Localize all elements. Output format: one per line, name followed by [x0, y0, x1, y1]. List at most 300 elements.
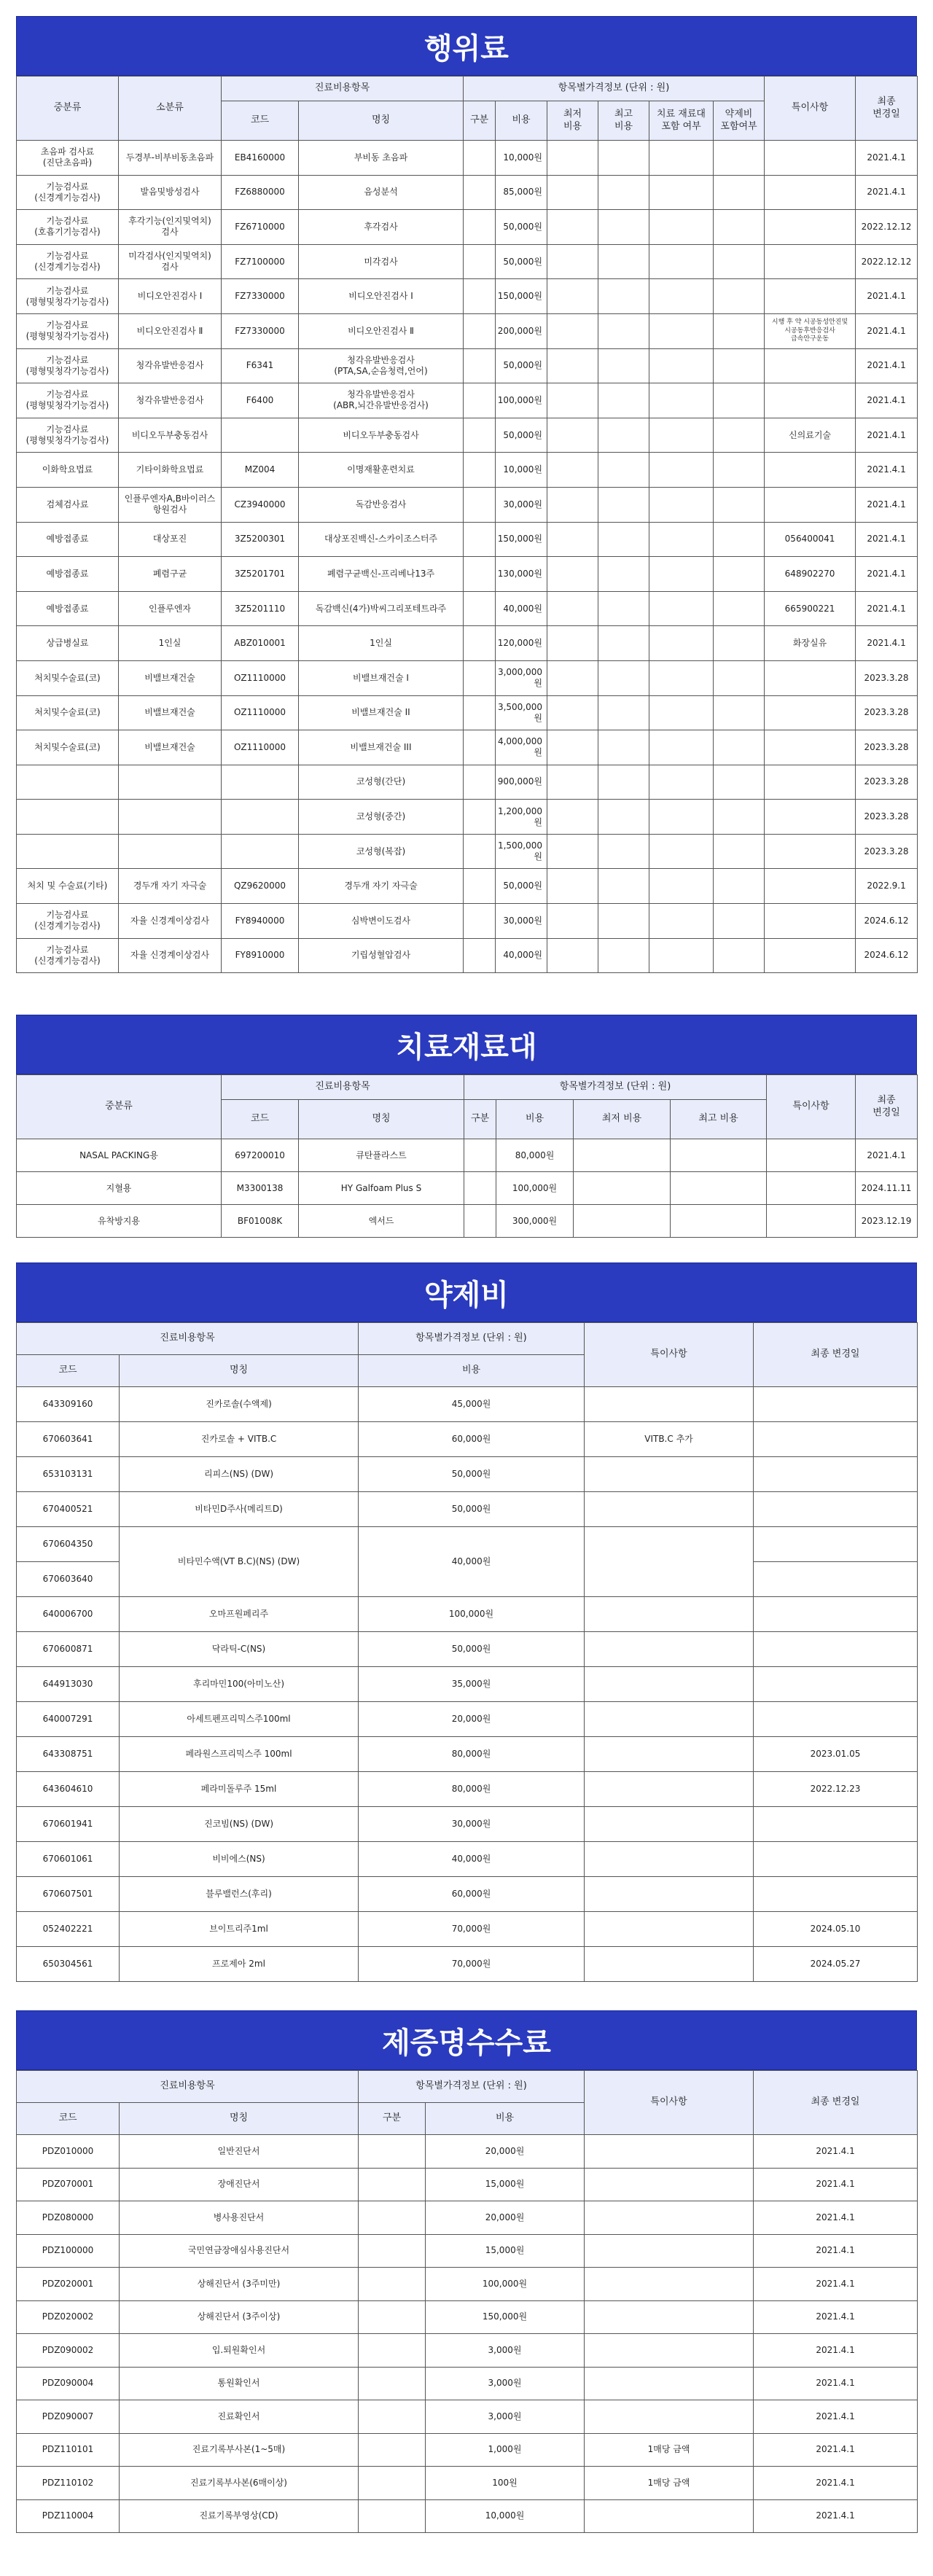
cell-note [765, 383, 856, 418]
cell-date: 2021.4.1 [754, 2168, 918, 2201]
cell-small [119, 800, 222, 835]
cell-name: 경두개 자기 자극술 [299, 869, 464, 904]
cell-date [754, 1457, 918, 1492]
cell-date: 2023.3.28 [856, 660, 918, 695]
cell-name: 부비동 초음파 [299, 141, 464, 176]
cell-date: 2021.4.1 [856, 279, 918, 314]
cell-min [547, 210, 598, 245]
cell-code: PDZ020001 [17, 2268, 120, 2301]
cell-note [585, 1842, 754, 1877]
cell-drug [714, 313, 765, 348]
cell-name: 오마프원페리주 [120, 1597, 359, 1632]
table-row [17, 210, 918, 245]
cell-small: 비디오안진검사 Ⅰ [119, 279, 222, 314]
cell-min [547, 695, 598, 730]
cell-name: 블루밸런스(후리) [120, 1877, 359, 1912]
header-price-group: 항목별가격정보 (단위 : 원) [359, 2071, 585, 2103]
cell-name: 심박변이도검사 [299, 904, 464, 939]
header-name: 명칭 [299, 101, 464, 141]
cell-code: 670603641 [17, 1422, 120, 1457]
cell-code: OZ1110000 [222, 730, 299, 765]
cell-code: 3Z5201110 [222, 591, 299, 626]
cell-div [359, 2400, 426, 2434]
cell-date: 2021.4.1 [856, 383, 918, 418]
cell-note: 신의료기술 [765, 418, 856, 453]
table-row [17, 2433, 918, 2467]
header-note: 특이사항 [585, 1323, 754, 1387]
cell-date: 2021.4.1 [856, 1139, 918, 1172]
cell-cost: 50,000원 [496, 244, 547, 279]
cell-small: 경두개 자기 자극술 [119, 869, 222, 904]
cell-div [464, 591, 496, 626]
cell-name: 폐렴구균백신-프리베나13주 [299, 557, 464, 592]
cell-name: 비밸브재건술 II [299, 695, 464, 730]
cell-cost: 10,000원 [496, 141, 547, 176]
procedure-fee-rows [17, 141, 918, 973]
cell-mat [649, 938, 714, 973]
cell-code: 670400521 [17, 1492, 120, 1527]
cell-date: 2022.9.1 [856, 869, 918, 904]
header-cost: 비용 [426, 2103, 585, 2135]
cell-cost: 150,000원 [496, 279, 547, 314]
cell-cost: 20,000원 [359, 1702, 585, 1737]
cell-div [464, 695, 496, 730]
cell-cost: 100,000원 [496, 1172, 574, 1205]
cell-date: 2021.4.1 [754, 2300, 918, 2334]
cell-code: MZ004 [222, 453, 299, 488]
table-row [17, 2400, 918, 2434]
cell-cost: 1,000원 [426, 2433, 585, 2467]
cell-note [585, 1947, 754, 1982]
header-code: 코드 [222, 101, 299, 141]
table-row [17, 1492, 918, 1527]
cell-note: 056400041 [765, 522, 856, 557]
cell-date [754, 1597, 918, 1632]
cell-date [754, 1632, 918, 1667]
cell-code: 644913030 [17, 1667, 120, 1702]
header-min-cost: 최저 비용 [547, 101, 598, 141]
cell-cost: 50,000원 [496, 348, 547, 383]
cell-code: PDZ110102 [17, 2467, 120, 2500]
cell-date [754, 1387, 918, 1422]
cell-div [359, 2499, 426, 2533]
header-item-group: 진료비용항목 [17, 2071, 359, 2103]
cell-cost: 15,000원 [426, 2234, 585, 2268]
cell-date: 2021.4.1 [856, 626, 918, 661]
cell-cost: 100,000원 [496, 383, 547, 418]
cell-note [765, 453, 856, 488]
cell-date: 2024.05.10 [754, 1912, 918, 1947]
cell-date [754, 1807, 918, 1842]
cell-note [585, 1877, 754, 1912]
cell-small: 인플루엔자 [119, 591, 222, 626]
cell-note [585, 1387, 754, 1422]
cell-code: 3Z5200301 [222, 522, 299, 557]
cell-div [464, 800, 496, 835]
cell-name: 프로제아 2ml [120, 1947, 359, 1982]
cell-name: 후리마민100(아미노산) [120, 1667, 359, 1702]
cell-div [359, 2234, 426, 2268]
cell-note [585, 2168, 754, 2201]
cell-name: 청각유발반응검사 (ABR,뇌간유발반응검사) [299, 383, 464, 418]
table-row [17, 1667, 918, 1702]
cell-div [464, 765, 496, 800]
cell-mid: 유착방지용 [17, 1205, 222, 1238]
table-row [17, 1632, 918, 1667]
header-date: 최종 변경일 [856, 77, 918, 141]
cell-mid: 기능검사료 (신경계기능검사) [17, 938, 119, 973]
cell-name: 페라원스프리믹스주 100ml [120, 1737, 359, 1772]
cell-note [585, 1667, 754, 1702]
table-row [17, 1912, 918, 1947]
cell-drug [714, 418, 765, 453]
cell-max [598, 141, 649, 176]
cell-note [765, 765, 856, 800]
cell-name: 독감백신(4가)박씨그리포테트라주 [299, 591, 464, 626]
cell-min [574, 1205, 671, 1238]
cell-min [547, 557, 598, 592]
header-name: 명칭 [120, 2103, 359, 2135]
cell-div [464, 348, 496, 383]
cell-note: 665900221 [765, 591, 856, 626]
cell-date: 2021.4.1 [856, 522, 918, 557]
cell-date: 2022.12.12 [856, 210, 918, 245]
cell-div [359, 2201, 426, 2235]
cell-max [598, 800, 649, 835]
header-sub-category: 소분류 [119, 77, 222, 141]
cell-name: 상해진단서 (3주미만) [120, 2268, 359, 2301]
table-row [17, 938, 918, 973]
cell-min [547, 348, 598, 383]
cell-code: FY8940000 [222, 904, 299, 939]
table-row [17, 2201, 918, 2235]
cell-date: 2021.4.1 [754, 2334, 918, 2368]
cell-code: FZ6880000 [222, 175, 299, 210]
header-cost: 비용 [496, 1100, 574, 1139]
cell-mat [649, 244, 714, 279]
cell-mid: 기능검사료 (평형및청각기능검사) [17, 313, 119, 348]
cell-mat [649, 348, 714, 383]
cell-min [547, 730, 598, 765]
table-row [17, 1702, 918, 1737]
table-row [17, 1597, 918, 1632]
header-note: 특이사항 [585, 2071, 754, 2135]
cell-max [598, 348, 649, 383]
cell-min [547, 765, 598, 800]
table-row [17, 1387, 918, 1422]
header-division: 구분 [464, 101, 496, 141]
cell-code: 650304561 [17, 1947, 120, 1982]
cell-min [547, 869, 598, 904]
cell-small: 비밸브재건술 [119, 695, 222, 730]
cell-cost: 100,000원 [359, 1597, 585, 1632]
cell-div [464, 244, 496, 279]
cell-code: 670603640 [17, 1562, 120, 1597]
cell-date: 2021.4.1 [856, 348, 918, 383]
cell-cost: 60,000원 [359, 1422, 585, 1457]
table-row [17, 834, 918, 869]
cell-note [765, 834, 856, 869]
cell-name: 미각검사 [299, 244, 464, 279]
cell-name: 국민연금장애심사용진단서 [120, 2234, 359, 2268]
cell-small: 비밸브재건술 [119, 730, 222, 765]
section-title: 제증명수수료 [16, 2010, 917, 2070]
cell-mat [649, 522, 714, 557]
cell-note [585, 2234, 754, 2268]
cell-mat [649, 313, 714, 348]
header-price-group: 항목별가격정보 (단위 : 원) [464, 77, 765, 101]
header-date: 최종 변경일 [754, 2071, 918, 2135]
table-row [17, 1947, 918, 1982]
cell-min [547, 660, 598, 695]
cell-note: VITB.C 추가 [585, 1422, 754, 1457]
cell-mat [649, 695, 714, 730]
cell-min [547, 487, 598, 522]
cell-mat [649, 904, 714, 939]
cell-name: 비밸브재건술 III [299, 730, 464, 765]
header-cost: 비용 [359, 1355, 585, 1387]
cell-mat [649, 279, 714, 314]
cell-mat [649, 383, 714, 418]
cell-cost: 30,000원 [359, 1807, 585, 1842]
cell-date: 2023.12.19 [856, 1205, 918, 1238]
cell-div [464, 938, 496, 973]
cell-note [585, 2367, 754, 2400]
cell-code: 670604350 [17, 1527, 120, 1562]
cell-name: 통원확인서 [120, 2367, 359, 2400]
cell-note [585, 1527, 754, 1597]
table-row [17, 244, 918, 279]
cell-note [585, 1912, 754, 1947]
table-row [17, 695, 918, 730]
cell-name: 진코빔(NS) (DW) [120, 1807, 359, 1842]
header-name: 명칭 [120, 1355, 359, 1387]
cell-div [359, 2433, 426, 2467]
cell-drug [714, 869, 765, 904]
cell-date: 2022.12.23 [754, 1772, 918, 1807]
cell-name: 아세트펜프리믹스주100ml [120, 1702, 359, 1737]
cell-name: 코성형(복잡) [299, 834, 464, 869]
cell-div [464, 487, 496, 522]
procedure-fee-table [16, 76, 918, 973]
cell-small: 두경부-비부비동초음파 [119, 141, 222, 176]
cell-cost: 50,000원 [359, 1457, 585, 1492]
cell-note [767, 1172, 856, 1205]
cell-code: ABZ010001 [222, 626, 299, 661]
cell-date: 2021.4.1 [754, 2367, 918, 2400]
cell-cost: 70,000원 [359, 1912, 585, 1947]
cell-div [464, 279, 496, 314]
cell-name: 진료기록부사본(6매이상) [120, 2467, 359, 2500]
cell-code: PDZ110004 [17, 2499, 120, 2533]
cell-date [754, 1527, 918, 1562]
cell-cost: 40,000원 [359, 1842, 585, 1877]
cell-date: 2024.11.11 [856, 1172, 918, 1205]
cell-cost: 900,000원 [496, 765, 547, 800]
cell-cost: 50,000원 [496, 869, 547, 904]
cell-code: 670601061 [17, 1842, 120, 1877]
cell-drug [714, 557, 765, 592]
cell-date [754, 1492, 918, 1527]
cell-mat [649, 418, 714, 453]
cell-date: 2024.05.27 [754, 1947, 918, 1982]
cell-date: 2021.4.1 [856, 175, 918, 210]
cell-date: 2021.4.1 [856, 141, 918, 176]
cell-date: 2021.4.1 [856, 487, 918, 522]
cell-max [598, 730, 649, 765]
cell-name: 대상포진백신-스카이조스터주 [299, 522, 464, 557]
cell-cost: 100,000원 [426, 2268, 585, 2301]
cell-min [547, 938, 598, 973]
cell-mid: 예방접종료 [17, 522, 119, 557]
cell-max [598, 869, 649, 904]
cell-mid: 기능검사료 (평형및청각기능검사) [17, 383, 119, 418]
cell-note [765, 660, 856, 695]
cell-small: 미각검사(인지및역치) 검사 [119, 244, 222, 279]
cell-name: 코성형(중간) [299, 800, 464, 835]
cell-mat [649, 453, 714, 488]
cell-mat [649, 626, 714, 661]
cell-cost: 80,000원 [359, 1772, 585, 1807]
cell-note: 화장실유 [765, 626, 856, 661]
cell-mid: 기능검사료 (신경계기능검사) [17, 175, 119, 210]
cell-div [464, 660, 496, 695]
cell-div [464, 175, 496, 210]
cell-date: 2021.4.1 [754, 2234, 918, 2268]
cell-name: 기립성혈압검사 [299, 938, 464, 973]
cell-cost: 85,000원 [496, 175, 547, 210]
cell-small: 자율 신경계이상검사 [119, 904, 222, 939]
cell-max [598, 695, 649, 730]
cell-code: 640006700 [17, 1597, 120, 1632]
cell-code: FZ7330000 [222, 313, 299, 348]
cell-mat [649, 660, 714, 695]
cell-note [767, 1205, 856, 1238]
header-code: 코드 [17, 2103, 120, 2135]
cell-mid: 검체검사료 [17, 487, 119, 522]
cell-div [464, 626, 496, 661]
cell-name: 이명재활훈련치료 [299, 453, 464, 488]
cell-mid: 처치및수술료(코) [17, 660, 119, 695]
table-row [17, 1807, 918, 1842]
cell-code [222, 765, 299, 800]
cell-small: 1인실 [119, 626, 222, 661]
cell-cost: 40,000원 [496, 591, 547, 626]
cell-cost: 60,000원 [359, 1877, 585, 1912]
cell-code [222, 800, 299, 835]
cell-code: PDZ020002 [17, 2300, 120, 2334]
cell-name: HY Galfoam Plus S [299, 1172, 464, 1205]
cell-name: 코성형(간단) [299, 765, 464, 800]
cell-name: 진료기록부사본(1~5매) [120, 2433, 359, 2467]
cell-drug [714, 453, 765, 488]
cell-max [598, 383, 649, 418]
section-title: 행위료 [16, 16, 917, 76]
cell-drug [714, 279, 765, 314]
cell-note [585, 1597, 754, 1632]
cell-small: 폐렴구균 [119, 557, 222, 592]
cell-mat [649, 557, 714, 592]
table-row [17, 2300, 918, 2334]
cell-mid [17, 765, 119, 800]
cell-code: 670601941 [17, 1807, 120, 1842]
cell-note: 1매당 금액 [585, 2433, 754, 2467]
cell-code: 3Z5201701 [222, 557, 299, 592]
cell-mid: 초음파 검사료 (진단초음파) [17, 141, 119, 176]
cell-div [464, 834, 496, 869]
cell-cost: 20,000원 [426, 2201, 585, 2235]
table-row [17, 313, 918, 348]
cell-note [767, 1139, 856, 1172]
cell-mid: 예방접종료 [17, 591, 119, 626]
cell-code: PDZ070001 [17, 2168, 120, 2201]
section-material-fees [16, 1015, 917, 1238]
cell-date: 2024.6.12 [856, 904, 918, 939]
cell-min [547, 626, 598, 661]
cell-name: 닥라틱-C(NS) [120, 1632, 359, 1667]
cell-drug [714, 938, 765, 973]
certificate-fee-table [16, 2070, 918, 2533]
section-title: 약제비 [16, 1262, 917, 1322]
cell-note [765, 730, 856, 765]
cell-max [598, 487, 649, 522]
cell-max [598, 834, 649, 869]
cell-cost: 10,000원 [426, 2499, 585, 2533]
cell-name: 비밸브재건술 I [299, 660, 464, 695]
table-row [17, 2168, 918, 2201]
cell-small: 청각유발반응검사 [119, 348, 222, 383]
cell-code: 670600871 [17, 1632, 120, 1667]
cell-drug [714, 834, 765, 869]
cell-name: 상해진단서 (3주이상) [120, 2300, 359, 2334]
cell-note [765, 348, 856, 383]
cell-note [765, 938, 856, 973]
table-row [17, 1172, 918, 1205]
cell-name: 비비에스(NS) [120, 1842, 359, 1877]
cell-div [359, 2168, 426, 2201]
header-division: 구분 [359, 2103, 426, 2135]
cell-code: CZ3940000 [222, 487, 299, 522]
cell-small: 자율 신경계이상검사 [119, 938, 222, 973]
cell-date [754, 1667, 918, 1702]
cell-date: 2023.3.28 [856, 800, 918, 835]
cell-mid: 기능검사료 (신경계기능검사) [17, 244, 119, 279]
cell-note [585, 2201, 754, 2235]
table-row [17, 557, 918, 592]
cell-small: 대상포진 [119, 522, 222, 557]
cell-div [464, 1205, 496, 1238]
table-row [17, 1772, 918, 1807]
cell-cost: 10,000원 [496, 453, 547, 488]
cell-div [464, 453, 496, 488]
table-row [17, 2234, 918, 2268]
cell-code: QZ9620000 [222, 869, 299, 904]
cell-max [598, 765, 649, 800]
cell-date: 2021.4.1 [754, 2467, 918, 2500]
cell-small: 후각기능(인지및역치) 검사 [119, 210, 222, 245]
header-date: 최종 변경일 [754, 1323, 918, 1387]
cell-min [547, 834, 598, 869]
table-row [17, 1422, 918, 1457]
cell-div [359, 2300, 426, 2334]
cell-code: 643309160 [17, 1387, 120, 1422]
cell-div [359, 2268, 426, 2301]
cell-note [765, 244, 856, 279]
cell-drug [714, 904, 765, 939]
cell-name: 후각검사 [299, 210, 464, 245]
cell-note [765, 210, 856, 245]
cell-small: 비디오두부충동검사 [119, 418, 222, 453]
